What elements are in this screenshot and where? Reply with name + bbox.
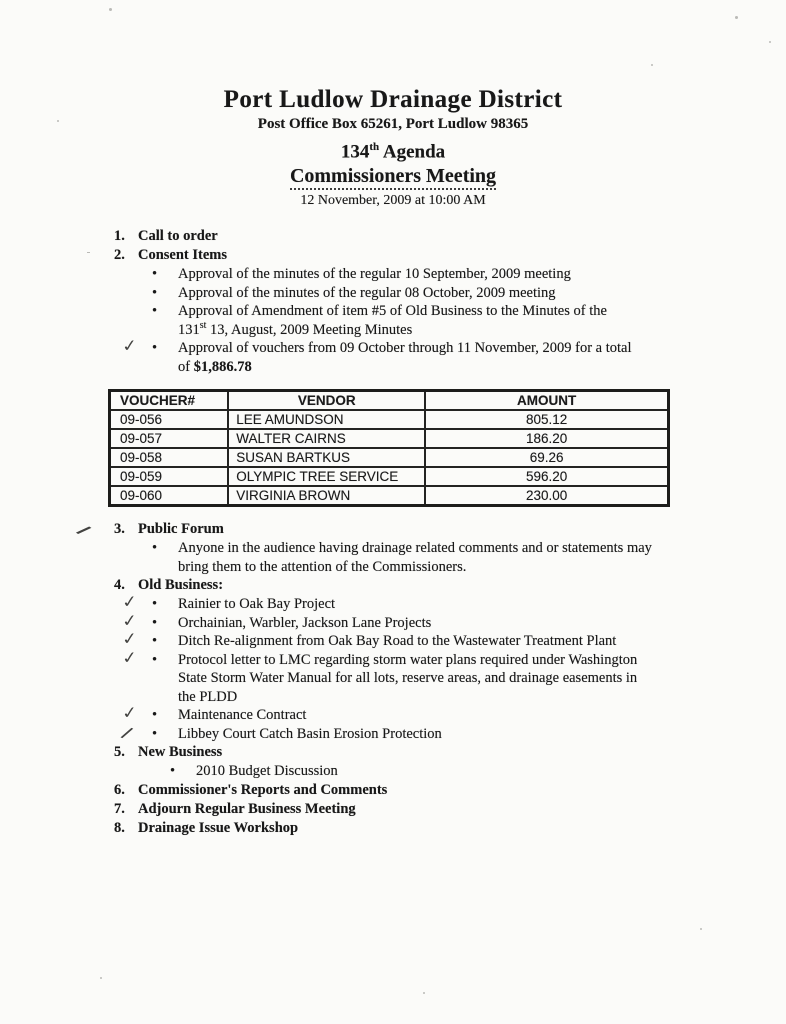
amount-cell: 596.20: [425, 467, 668, 486]
agenda-items-bottom: [74, 519, 682, 838]
agenda-item-1: [114, 227, 682, 246]
vendor-cell: WALTER CAIRNS: [228, 429, 425, 448]
voucher-table-row: [110, 410, 669, 429]
amount-header: AMOUNT: [425, 391, 668, 411]
text-segment: State Storm Water Manual for all lots, reserve areas, and drainage easements in: [178, 670, 638, 687]
voucher-table-row: [110, 429, 669, 448]
voucher-number-cell: 09-059: [110, 467, 229, 486]
voucher-table-row: [110, 448, 669, 467]
agenda-item-8: [114, 819, 682, 838]
handwritten-check-mark-icon: ✓: [120, 646, 139, 668]
text-segment: st: [199, 320, 207, 331]
text-segment: 2010 Budget Discussion: [196, 763, 338, 780]
text-segment: Rainier to Oak Bay Project: [178, 596, 336, 613]
text-segment: Ditch Re-alignment from Oak Bay Road to the Wastewater Treatment Plant: [178, 633, 617, 650]
voucher-number-header: VOUCHER#: [110, 391, 229, 411]
bullet-dot-icon: •: [152, 651, 158, 668]
agenda-bullet: [120, 646, 682, 707]
agenda-item-5: [114, 743, 682, 762]
agenda-items-top: [114, 227, 682, 376]
scan-speck: [109, 8, 112, 11]
bullet-text: [178, 339, 632, 376]
bullet-text: [178, 539, 652, 576]
vendor-cell: OLYMPIC TREE SERVICE: [228, 467, 425, 486]
item-number: 7.: [114, 800, 125, 817]
scan-speck: [735, 16, 738, 19]
voucher-table-row: [110, 467, 669, 486]
handwritten-check-mark-icon: ✓: [120, 335, 139, 357]
voucher-number-cell: 09-057: [110, 429, 229, 448]
handwritten-check-mark-icon: ✓: [120, 591, 139, 613]
text-segment: $1,886.78: [193, 358, 252, 375]
bullet-text: [178, 265, 571, 284]
item-title: Commissioner's Reports and Comments: [138, 781, 388, 798]
scan-speck: [700, 928, 702, 930]
bullet-dot-icon: •: [152, 707, 158, 724]
agenda-ordinal: th: [369, 141, 380, 153]
agenda-bullet: [150, 302, 682, 339]
agenda-item-3: [74, 519, 682, 541]
item-title: Consent Items: [138, 247, 228, 264]
voucher-table-row: [110, 486, 669, 506]
handwritten-check-mark-icon: ✓: [120, 628, 139, 650]
voucher-number-cell: 09-058: [110, 448, 229, 467]
scan-speck: [651, 64, 653, 66]
scan-speck: [423, 992, 425, 994]
agenda-item-2: [114, 246, 682, 265]
agenda-bullet: [168, 762, 682, 781]
item-number: 8.: [114, 819, 125, 836]
bullet-text: [196, 762, 338, 781]
text-segment: Protocol letter to LMC regarding storm water plans required under Washington: [178, 651, 638, 668]
bullet-dot-icon: •: [152, 340, 158, 357]
agenda-bullet: [150, 265, 682, 284]
bullet-text: [178, 725, 442, 744]
voucher-table: [108, 389, 670, 507]
agenda-bullet: [120, 335, 682, 376]
vendor-header: VENDOR: [228, 391, 425, 411]
agenda-number-line: [0, 136, 786, 163]
bullet-text: [178, 632, 616, 651]
agenda-bullet: [150, 539, 682, 576]
bullet-text: [178, 614, 431, 633]
bullet-text: [178, 595, 335, 614]
text-segment: Anyone in the audience having drainage related comments and or statements may: [178, 540, 652, 557]
item-number: 1.: [114, 228, 125, 245]
agenda-bullet: [119, 722, 682, 744]
bullet-text: [178, 706, 306, 725]
text-segment: Approval of the minutes of the regular 08 October, 2009 meeting: [178, 284, 556, 301]
bullet-dot-icon: •: [152, 303, 158, 320]
address-line: Post Office Box 65261, Port Ludlow 98365: [257, 116, 529, 132]
agenda-bullet: [120, 609, 682, 633]
agenda-number: 134: [340, 141, 370, 163]
agenda-item-6: [114, 781, 682, 800]
agenda-bullet: [150, 284, 682, 303]
bullet-dot-icon: •: [152, 540, 158, 557]
text-segment: Libbey Court Catch Basin Erosion Protection: [178, 725, 442, 742]
agenda-item-7: [114, 800, 682, 819]
bullet-dot-icon: •: [170, 763, 176, 780]
item-title: Public Forum: [138, 521, 224, 538]
bullet-dot-icon: •: [152, 266, 158, 283]
agenda-bullet: [120, 628, 682, 651]
amount-cell: 805.12: [425, 410, 668, 429]
text-segment: Approval of vouchers from 09 October through 11 November, 2009 for a total: [178, 340, 632, 357]
scan-speck: [100, 977, 102, 979]
text-segment: Approval of Amendment of item #5 of Old Business to the Minutes of the: [178, 303, 607, 320]
item-number: 2.: [114, 247, 125, 264]
item-title: Old Business:: [138, 577, 224, 594]
document-header: [0, 0, 786, 210]
vendor-cell: VIRGINIA BROWN: [228, 486, 425, 506]
handwritten-check-mark-icon: ✓: [120, 702, 139, 724]
item-title: New Business: [138, 744, 223, 761]
item-title: Adjourn Regular Business Meeting: [138, 800, 356, 817]
bullet-dot-icon: •: [152, 633, 158, 650]
bullet-text: [178, 651, 637, 707]
item-number: 6.: [114, 781, 125, 798]
meeting-title: Commissioners Meeting: [290, 164, 496, 190]
scan-speck: [57, 120, 59, 122]
vendor-cell: LEE AMUNDSON: [228, 410, 425, 429]
voucher-number-cell: 09-060: [110, 486, 229, 506]
text-segment: Maintenance Contract: [178, 707, 307, 724]
text-segment: 13, August, 2009 Meeting Minutes: [206, 321, 413, 338]
voucher-number-cell: 09-056: [110, 410, 229, 429]
organization-title: Port Ludlow Drainage District: [223, 86, 563, 113]
handwritten-slash-mark-icon: /: [74, 519, 94, 541]
bullet-dot-icon: •: [152, 725, 158, 742]
agenda-word: Agenda: [379, 141, 446, 163]
text-segment: bring them to the attention of the Commissioners.: [178, 558, 467, 575]
item-title: Call to order: [138, 228, 218, 245]
text-segment: Approval of the minutes of the regular 10 September, 2009 meeting: [178, 266, 571, 283]
amount-cell: 69.26: [425, 448, 668, 467]
item-number: 4.: [114, 577, 125, 594]
bullet-dot-icon: •: [152, 614, 158, 631]
scan-speck: [769, 41, 771, 43]
text-segment: the PLDD: [178, 688, 238, 705]
bullet-dot-icon: •: [152, 596, 158, 613]
meeting-datetime: 12 November, 2009 at 10:00 AM: [300, 193, 486, 209]
agenda-bullet: [120, 702, 682, 725]
meeting-title-line: [0, 164, 786, 190]
item-title: Drainage Issue Workshop: [138, 819, 299, 836]
bullet-text: [178, 284, 556, 303]
scan-speck: [87, 252, 90, 253]
item-number: 5.: [114, 744, 125, 761]
amount-cell: 230.00: [425, 486, 668, 506]
item-number: 3.: [114, 521, 125, 538]
handwritten-slash-mark-icon: /: [119, 722, 135, 743]
agenda-body: [0, 227, 786, 838]
handwritten-check-mark-icon: ✓: [120, 609, 139, 631]
vendor-cell: SUSAN BARTKUS: [228, 448, 425, 467]
agenda-item-4: [114, 576, 682, 595]
text-segment: 131: [178, 321, 200, 338]
voucher-table-header-row: [110, 391, 669, 411]
agenda-bullet: [120, 591, 682, 614]
amount-cell: 186.20: [425, 429, 668, 448]
text-segment: Orchainian, Warbler, Jackson Lane Projects: [178, 614, 432, 631]
bullet-text: [178, 302, 607, 339]
bullet-dot-icon: •: [152, 284, 158, 301]
text-segment: of: [178, 358, 194, 375]
